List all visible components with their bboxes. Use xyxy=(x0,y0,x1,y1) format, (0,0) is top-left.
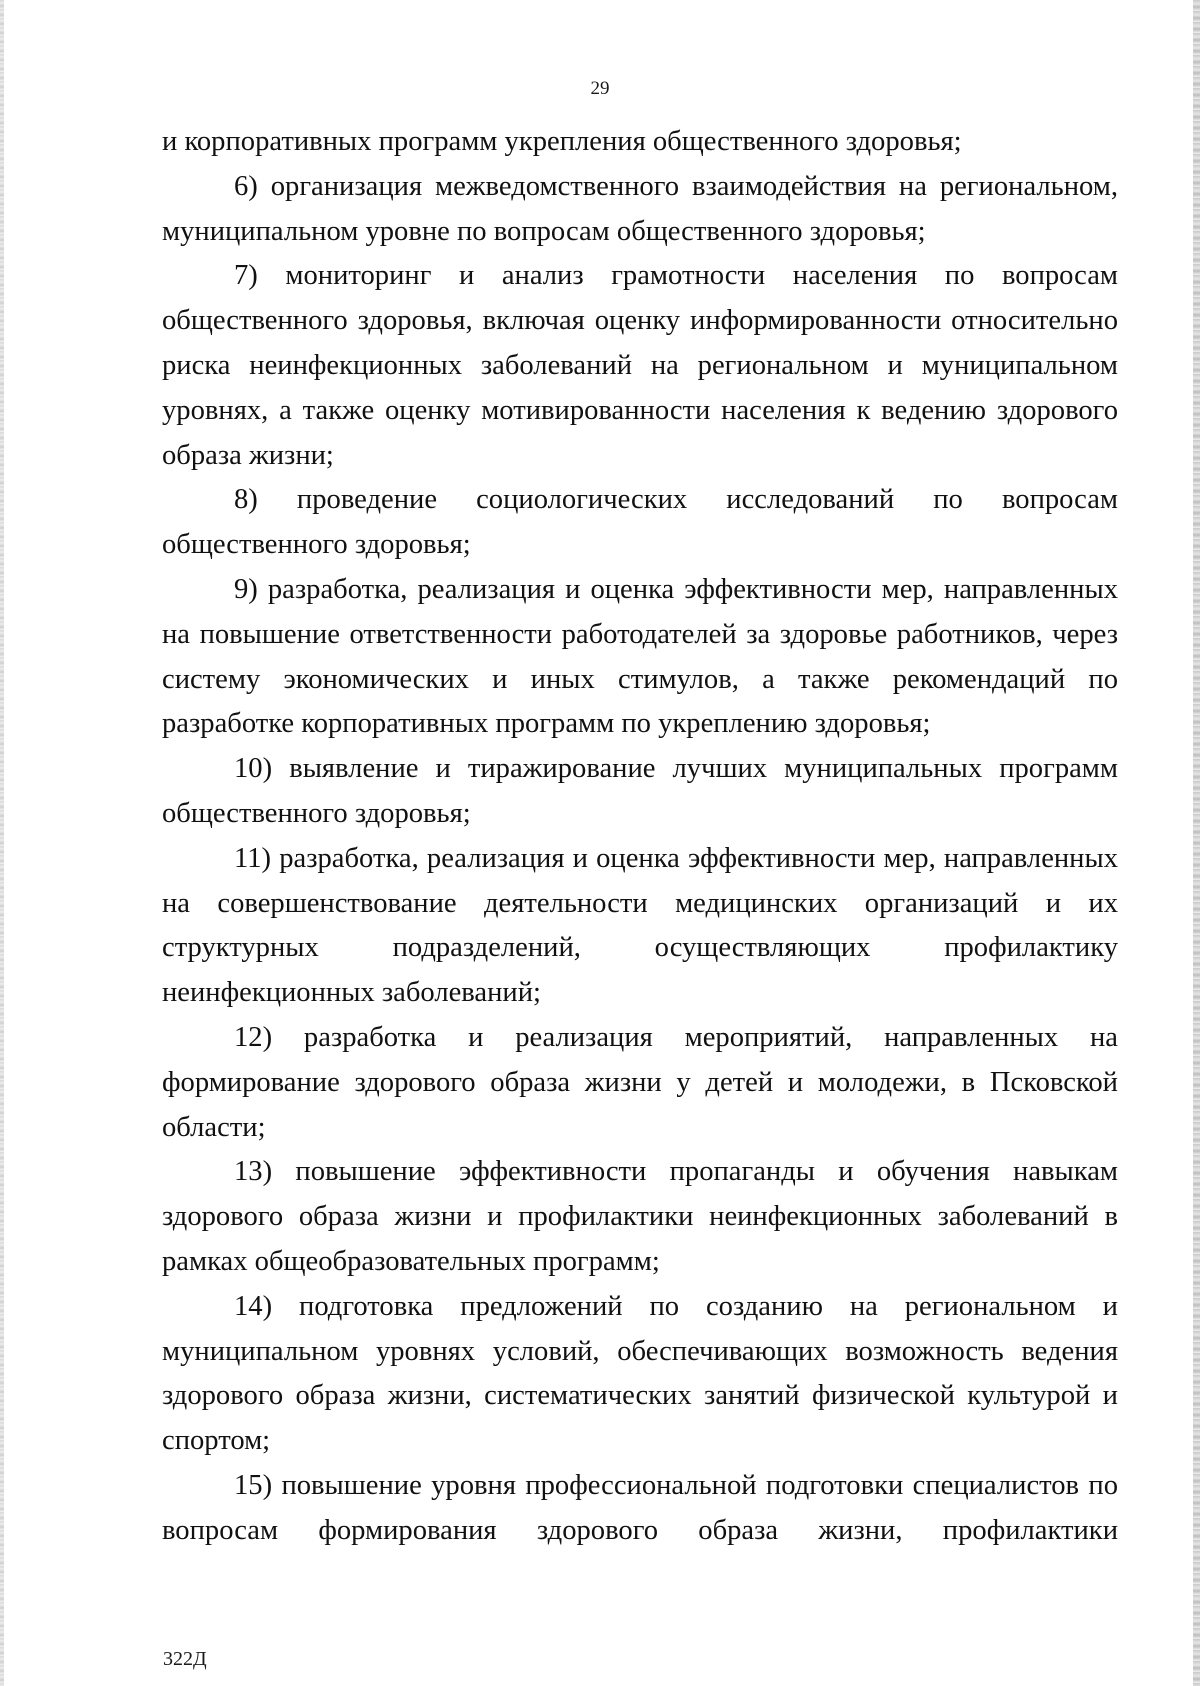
list-item-15: 15) повышение уровня профессиональной подготовки специалистов по вопросам формирования здорового образа жизни, профилактики xyxy=(162,1469,1118,1546)
list-item-8: 8) проведение социологических исследований по вопросам общественного здоровья; xyxy=(162,484,1118,561)
paragraph-continuation: и корпоративных программ укрепления общественного здоровья; xyxy=(162,126,962,157)
document-body xyxy=(162,120,1118,1554)
list-item-10: 10) выявление и тиражирование лучших муниципальных программ общественного здоровья; xyxy=(162,753,1118,829)
list-item-9: 9) разработка, реализация и оценка эффективности мер, направленных на повышение ответственности работодателей за здоровье работников, через систему экономических и иных стимулов, а также рекомендаций по разработке корпоративных программ по укреплению здоровья; xyxy=(162,573,1118,740)
list-item-11: 11) разработка, реализация и оценка эффективности мер, направленных на совершенствование деятельности медицинских организаций и их структурных подразделений, осуществляющих профилактику неинфекционных заболеваний; xyxy=(162,842,1118,1009)
list-item-7: 7) мониторинг и анализ грамотности населения по вопросам общественного здоровья, включая оценку информированности относительно риска неинфекционных заболеваний на региональном и муниципальном уровнях, а также оценку мотивированности населения к ведению здорового образа жизни; xyxy=(162,260,1118,471)
list-item-12: 12) разработка и реализация мероприятий, направленных на формирование здорового образа жизни у детей и молодежи, в Псковской области; xyxy=(162,1021,1118,1143)
scan-edge-left xyxy=(0,0,4,1686)
scan-edge-right xyxy=(1193,0,1200,1686)
list-item-6: 6) организация межведомственного взаимодействия на региональном, муниципальном уровне по вопросам общественного здоровья; xyxy=(162,170,1118,247)
list-item-14: 14) подготовка предложений по созданию на региональном и муниципальном уровнях условий, обеспечивающих возможность ведения здорового образа жизни, систематических занятий физической культурой и спортом; xyxy=(162,1290,1118,1457)
document-code: 322Д xyxy=(163,1648,207,1670)
list-item-13: 13) повышение эффективности пропаганды и обучения навыкам здорового образа жизни и профилактики неинфекционных заболеваний в рамках общеобразовательных программ; xyxy=(162,1156,1118,1277)
page-number: 29 xyxy=(590,78,610,99)
